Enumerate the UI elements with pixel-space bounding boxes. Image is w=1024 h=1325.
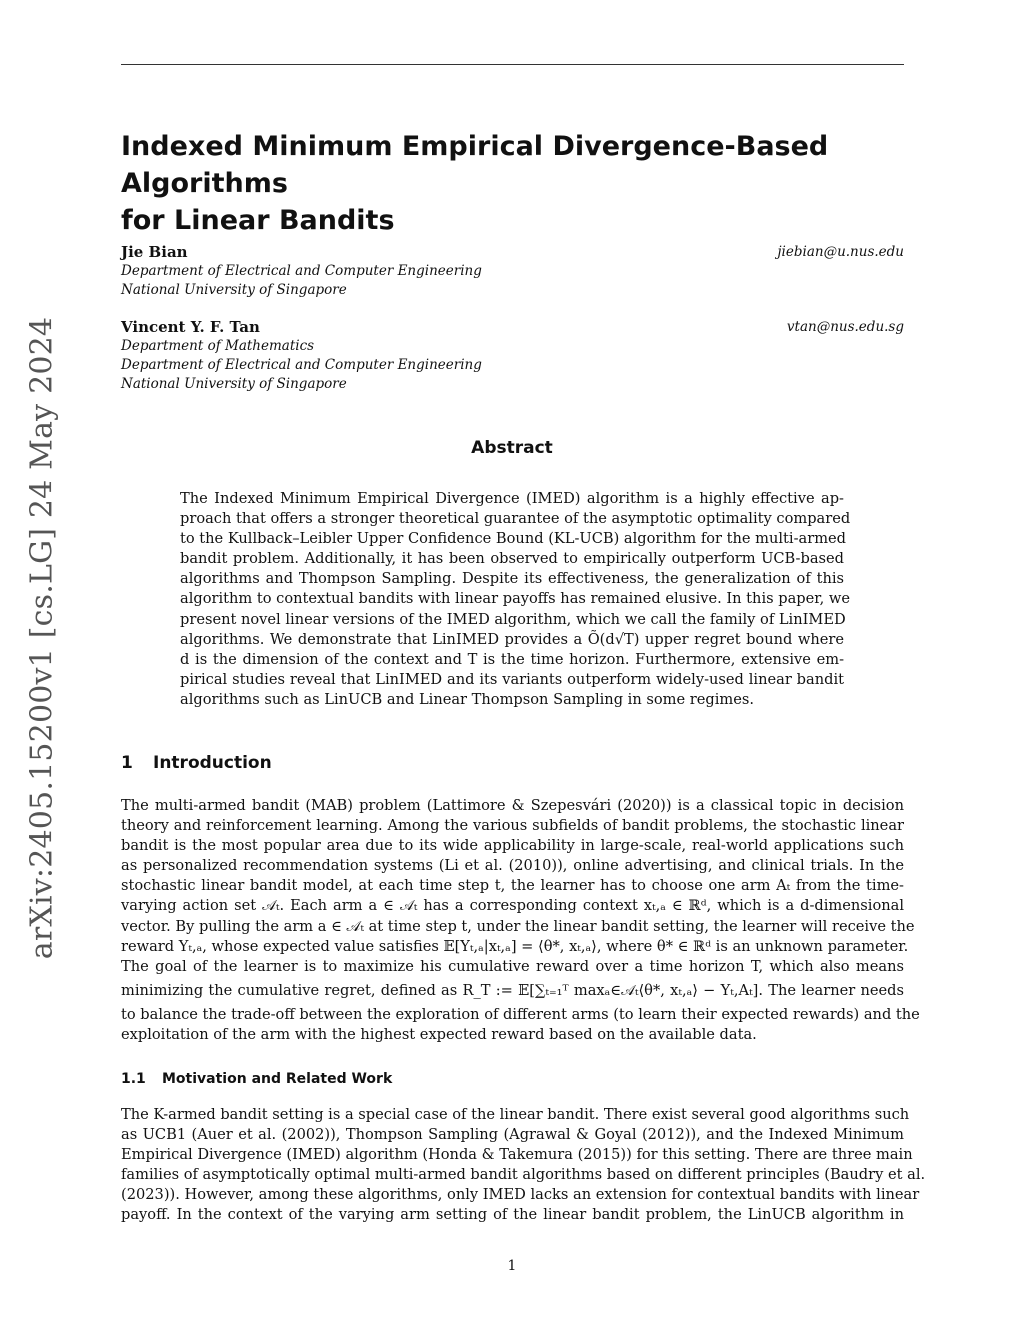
subsection-heading-motivation — [121, 1071, 392, 1087]
abstract-line: present novel linear versions of the IMED algorithm, which we call the family of LinIMED — [180, 610, 846, 628]
author-block-2 — [121, 318, 904, 394]
paragraph-line: families of asymptotically optimal multi-armed bandit algorithms based on different principles (Baudry et al. — [121, 1166, 926, 1184]
author-name: Vincent Y. F. Tan — [121, 318, 260, 336]
abstract-heading: Abstract — [471, 438, 553, 458]
section-number: 1 — [121, 753, 133, 773]
author-affiliation: National University of Singapore — [121, 282, 347, 298]
paragraph-line: (2023)). However, among these algorithms, only IMED lacks an extension for contextual bandits with linear — [121, 1186, 920, 1204]
title-line-1: Indexed Minimum Empirical Divergence-Based Algorithms — [121, 131, 829, 199]
abstract-line: algorithms and Thompson Sampling. Despite its effectiveness, the generalization of this — [180, 570, 844, 588]
paragraph-line: The multi-armed bandit (MAB) problem (Lattimore & Szepesvári (2020)) is a classical topic in decision — [121, 797, 904, 814]
subsection-title: Motivation and Related Work — [162, 1071, 393, 1087]
author-affiliation: Department of Electrical and Computer Engineering — [121, 263, 482, 279]
paragraph-line: reward Yₜ,ₐ, whose expected value satisfies 𝔼[Yₜ,ₐ|xₜ,ₐ] = ⟨θ*, xₜ,ₐ⟩, where θ* ∈ ℝᵈ is an unknown parameter. — [121, 937, 909, 955]
abstract-line: algorithms such as LinUCB and Linear Thompson Sampling in some regimes. — [180, 690, 755, 708]
abstract-body — [180, 489, 851, 710]
introduction-body — [121, 796, 920, 1045]
abstract-line: algorithms. We demonstrate that LinIMED provides a Õ(d√T) upper regret bound where — [180, 630, 844, 648]
section-heading-introduction — [121, 753, 272, 773]
title-line-2: for Linear Bandits — [121, 205, 395, 236]
paragraph-line: as UCB1 (Auer et al. (2002)), Thompson Sampling (Agrawal & Goyal (2012)), and the Indexed Minimum — [121, 1126, 904, 1144]
paragraph-line: theory and reinforcement learning. Among the various subfields of bandit problems, the stochastic linear — [121, 817, 904, 835]
motivation-body — [121, 1105, 926, 1226]
abstract-line: bandit problem. Additionally, it has been observed to empirically outperform UCB-based — [180, 550, 844, 568]
abstract-line: d is the dimension of the context and T is the time horizon. Furthermore, extensive em- — [180, 650, 844, 668]
paragraph-line: The K-armed bandit setting is a special case of the linear bandit. There exist several good algorithms such — [121, 1106, 910, 1123]
top-rule — [121, 64, 904, 65]
arxiv-identifier[interactable]: arXiv:2405.15200v1 [cs.LG] 24 May 2024 — [24, 316, 60, 960]
abstract-line: algorithm to contextual bandits with linear payoffs has remained elusive. In this paper, we — [180, 590, 851, 608]
paragraph-line: payoff. In the context of the varying arm setting of the linear bandit problem, the LinUCB algorithm in — [121, 1206, 904, 1224]
abstract-line: to the Kullback–Leibler Upper Confidence Bound (KL-UCB) algorithm for the multi-armed — [180, 530, 847, 548]
paragraph-line: bandit is the most popular area due to its wide applicability in large-scale, real-world applications such — [121, 837, 904, 855]
author-affiliation: Department of Mathematics — [121, 338, 315, 354]
paragraph-line: exploitation of the arm with the highest expected reward based on the available data. — [121, 1026, 757, 1044]
paragraph-line: varying action set 𝒜ₜ. Each arm a ∈ 𝒜ₜ has a corresponding context xₜ,ₐ ∈ ℝᵈ, which is a d-dimensional — [121, 897, 904, 915]
author-email[interactable]: jiebian@u.nus.edu — [777, 244, 904, 260]
section-title: Introduction — [153, 753, 272, 773]
paragraph-line: The goal of the learner is to maximize his cumulative reward over a time horizon T, which also means — [121, 957, 904, 975]
author-affiliation: Department of Electrical and Computer Engineering — [121, 357, 482, 373]
paragraph-line: minimizing the cumulative regret, defined as R_T := 𝔼[∑ₜ₌₁ᵀ maxₐ∈𝒜ₜ⟨θ*, xₜ,ₐ⟩ − Yₜ,Aₜ]. The learner needs — [121, 981, 904, 999]
paragraph-line: Empirical Divergence (IMED) algorithm (Honda & Takemura (2015)) for this setting. There are three main — [121, 1146, 913, 1164]
paragraph-line: vector. By pulling the arm a ∈ 𝒜ₜ at time step t, under the linear bandit setting, the learner will receive the — [121, 917, 915, 935]
abstract-line: The Indexed Minimum Empirical Divergence (IMED) algorithm is a highly effective ap- — [180, 490, 844, 507]
author-name: Jie Bian — [121, 243, 188, 261]
abstract-line: proach that offers a stronger theoretical guarantee of the asymptotic optimality compared — [180, 510, 851, 528]
author-block-1 — [121, 243, 904, 300]
paper-title — [121, 128, 911, 239]
paragraph-line: stochastic linear bandit model, at each time step t, the learner has to choose one arm Aₜ from the time- — [121, 877, 904, 895]
paragraph-line: as personalized recommendation systems (Li et al. (2010)), online advertising, and clinical trials. In the — [121, 857, 904, 875]
page-number: 1 — [507, 1258, 517, 1274]
author-email[interactable]: vtan@nus.edu.sg — [786, 319, 904, 335]
abstract-line: pirical studies reveal that LinIMED and its variants outperform widely-used linear bandit — [180, 670, 844, 688]
paragraph-line: to balance the trade-off between the exploration of different arms (to learn their expected rewards) and the — [121, 1005, 920, 1023]
author-affiliation: National University of Singapore — [121, 376, 347, 392]
subsection-number: 1.1 — [121, 1071, 146, 1087]
